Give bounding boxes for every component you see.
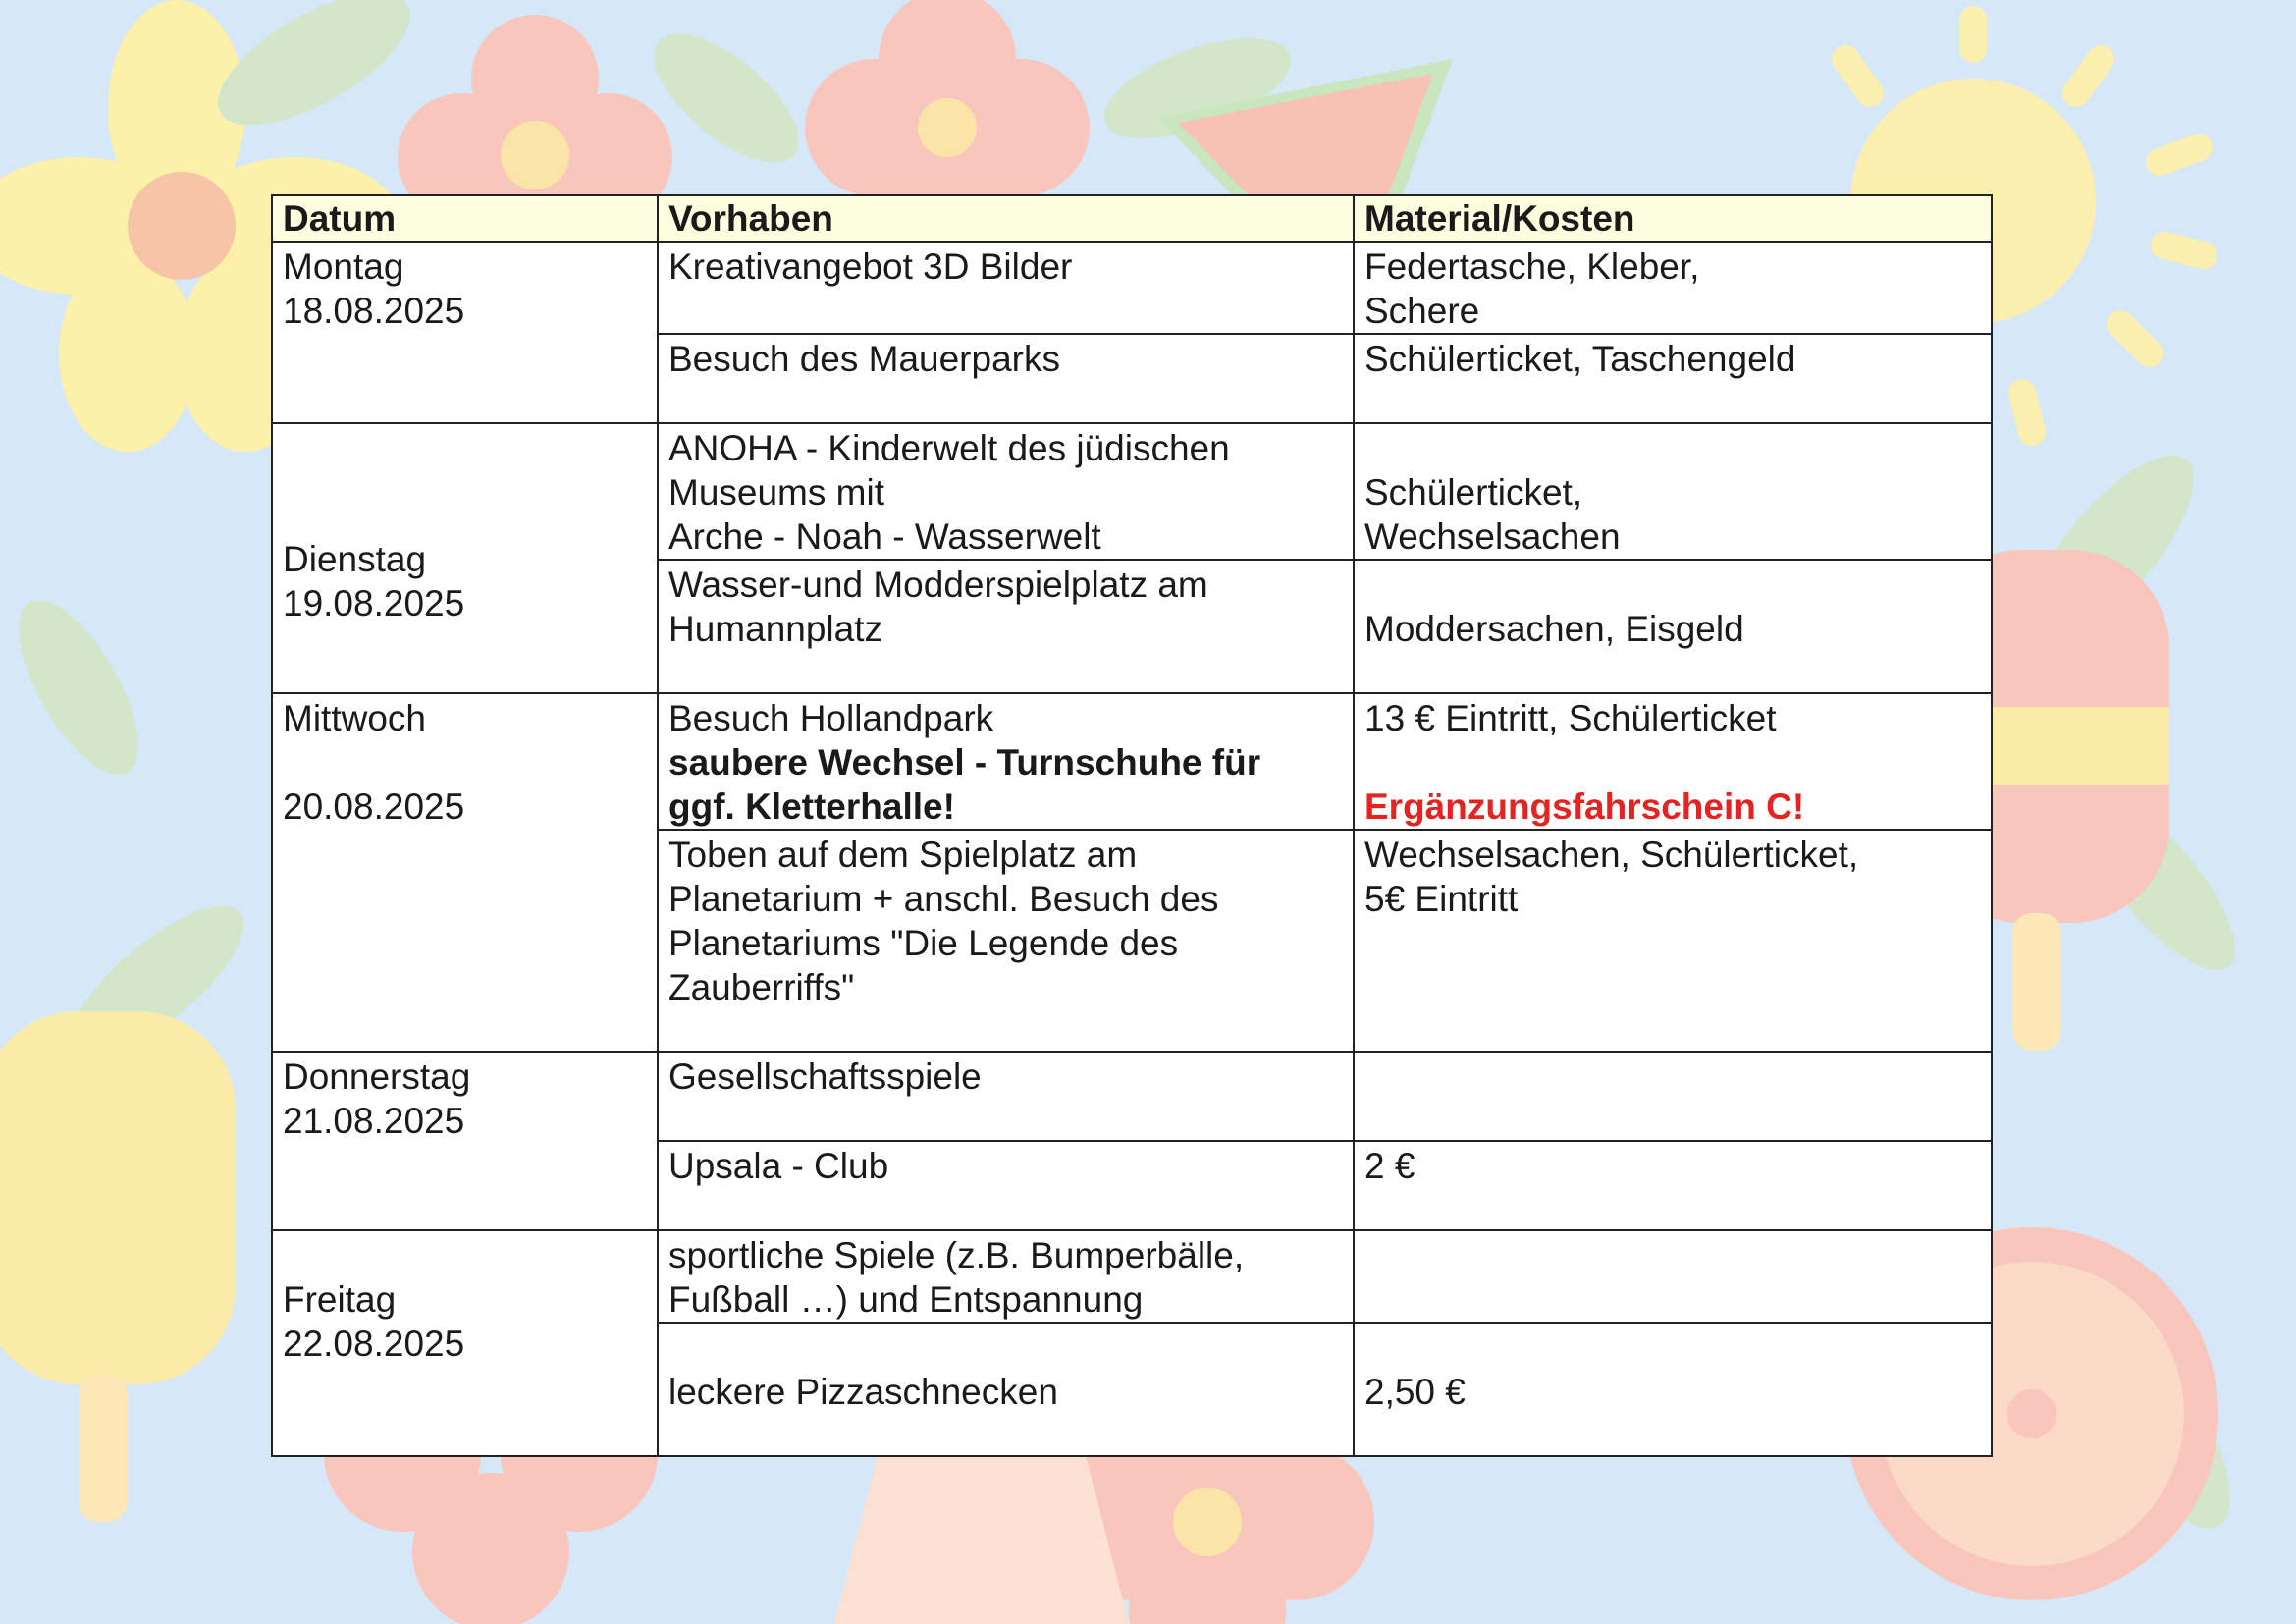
spacer	[283, 740, 647, 785]
activity-text: Planetariums "Die Legende des	[668, 923, 1179, 963]
day-name: Donnerstag	[283, 1056, 471, 1097]
day-name: Montag	[283, 246, 404, 287]
table-row	[272, 423, 1992, 560]
activity-cell	[658, 1141, 1354, 1230]
activity-text: ANOHA - Kinderwelt des jüdischen	[668, 428, 1230, 468]
header-row	[272, 195, 1992, 242]
day-name: Mittwoch	[283, 698, 426, 738]
activity-text: Fußball …) und Entspannung	[668, 1279, 1144, 1320]
day-cell-montag	[272, 242, 658, 423]
material-text: 2 €	[1364, 1146, 1415, 1186]
table-row	[272, 1052, 1992, 1141]
activity-text: Upsala - Club	[668, 1146, 889, 1186]
day-date: 22.08.2025	[283, 1324, 465, 1364]
material-text: Schülerticket,	[1364, 472, 1583, 513]
schedule-table	[271, 194, 1993, 1457]
table-row	[272, 1230, 1992, 1323]
material-cell	[1354, 423, 1992, 560]
material-text: 2,50 €	[1364, 1372, 1466, 1412]
material-cell	[1354, 242, 1992, 334]
material-cell	[1354, 830, 1992, 1052]
day-cell-mittwoch	[272, 693, 658, 1052]
activity-cell	[658, 693, 1354, 830]
activity-text: sportliche Spiele (z.B. Bumperbälle,	[668, 1235, 1245, 1275]
day-name: Freitag	[283, 1279, 397, 1320]
material-cell	[1354, 1141, 1992, 1230]
activity-cell	[658, 560, 1354, 693]
activity-text: Besuch des Mauerparks	[668, 339, 1060, 379]
material-cell	[1354, 560, 1992, 693]
table-row	[272, 242, 1992, 334]
day-cell-dienstag	[272, 423, 658, 693]
activity-cell	[658, 830, 1354, 1052]
material-text: 5€ Eintritt	[1364, 879, 1519, 919]
activity-text: Toben auf dem Spielplatz am	[668, 835, 1138, 875]
activity-cell	[658, 1230, 1354, 1323]
activity-text: Zauberriffs"	[668, 967, 855, 1007]
day-name: Dienstag	[283, 539, 427, 579]
material-text: Schülerticket, Taschengeld	[1364, 339, 1796, 379]
header-vorhaben: Vorhaben	[658, 195, 1354, 242]
table-row	[272, 693, 1992, 830]
activity-text: Wasser-und Modderspielplatz am	[668, 565, 1208, 605]
activity-cell	[658, 334, 1354, 423]
material-text: Moddersachen, Eisgeld	[1364, 609, 1744, 649]
activity-cell	[658, 1052, 1354, 1141]
material-cell	[1354, 693, 1992, 830]
day-date: 19.08.2025	[283, 583, 465, 623]
material-text: Wechselsachen	[1364, 516, 1621, 557]
activity-text: Kreativangebot 3D Bilder	[668, 246, 1073, 287]
day-cell-donnerstag	[272, 1052, 658, 1230]
material-cell	[1354, 1230, 1992, 1323]
activity-text: Planetarium + anschl. Besuch des	[668, 879, 1219, 919]
warning-text: Ergänzungsfahrschein C!	[1364, 786, 1805, 827]
activity-text: Humannplatz	[668, 609, 883, 649]
activity-bold-text: ggf. Kletterhalle!	[668, 786, 955, 827]
material-cell	[1354, 334, 1992, 423]
activity-text: Museums mit	[668, 472, 884, 513]
activity-bold-text: saubere Wechsel - Turnschuhe für	[668, 742, 1261, 783]
material-cell	[1354, 1052, 1992, 1141]
material-text: Wechselsachen, Schülerticket,	[1364, 835, 1859, 875]
activity-text: Gesellschaftsspiele	[668, 1056, 982, 1097]
activity-cell	[658, 423, 1354, 560]
activity-text: Besuch Hollandpark	[668, 698, 994, 738]
activity-text: leckere Pizzaschnecken	[668, 1372, 1058, 1412]
day-date: 21.08.2025	[283, 1101, 465, 1141]
header-datum: Datum	[272, 195, 658, 242]
activity-text: Arche - Noah - Wasserwelt	[668, 516, 1101, 557]
activity-cell	[658, 242, 1354, 334]
day-date: 20.08.2025	[283, 786, 465, 827]
header-material: Material/Kosten	[1354, 195, 1992, 242]
material-text: Schere	[1364, 291, 1480, 331]
material-text: Federtasche, Kleber,	[1364, 246, 1700, 287]
spacer	[1364, 740, 1981, 785]
activity-cell	[658, 1323, 1354, 1456]
day-date: 18.08.2025	[283, 291, 465, 331]
material-text: 13 € Eintritt, Schülerticket	[1364, 698, 1777, 738]
material-cell	[1354, 1323, 1992, 1456]
day-cell-freitag	[272, 1230, 658, 1456]
